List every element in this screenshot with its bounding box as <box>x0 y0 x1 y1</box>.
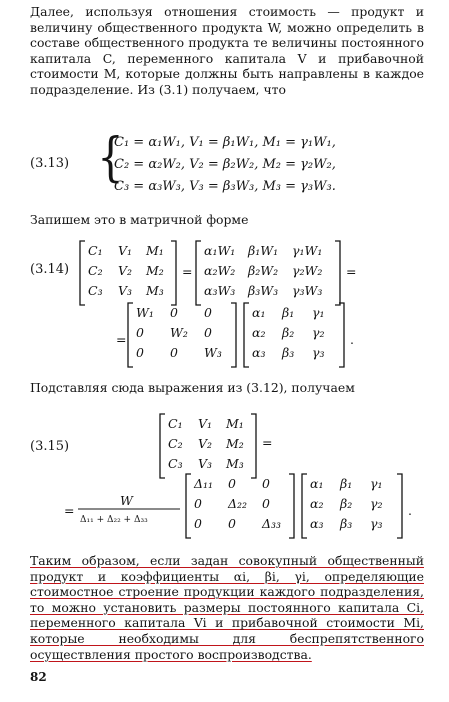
matrix-capital-cell: C₁ <box>88 243 103 258</box>
matrix-capital-cell: C₁ <box>168 416 183 431</box>
matrix-delta-cell: 0 <box>194 516 202 531</box>
underlined-conclusion: Таким образом, если задан совокупный общественный продукт и коэффициенты αi, βi, γi, определяющие стоимостное строение продукции каждого подразделения, то можно установить размеры постоянного капитала Ci, переменного капитала Vi и прибавочной стоимости Mi, которые необходимы для беспрепятственного осуществления простого воспроизводства. <box>30 553 424 662</box>
matrix-delta-left-bracket <box>186 474 191 538</box>
equation-3-13-row-3: C₃ = α₃W₃, V₃ = β₃W₃, M₃ = γ₃W₃. <box>114 179 336 194</box>
matrix-diagonal-w-right-bracket <box>231 303 236 367</box>
matrix-diagonal-w-cell: 0 <box>136 325 144 340</box>
matrix-coefficients-left-bracket <box>302 474 307 538</box>
matrix-coefficients-cell: β₁ <box>340 476 353 491</box>
fraction-numerator: W <box>120 493 133 508</box>
matrix-capital-cell: M₁ <box>146 243 164 258</box>
matrix-coefficients-right-bracket <box>397 474 402 538</box>
matrix-diagonal-w-cell: W₁ <box>136 305 154 320</box>
matrix-coefficients-cell: β₂ <box>340 496 353 511</box>
matrix-coefficients-cell: β₂ <box>282 325 295 340</box>
matrix-diagonal-w-cell: W₃ <box>204 345 222 360</box>
paragraph-matrix-form: Запишем это в матричной форме <box>30 212 249 227</box>
equals-sign: = <box>116 332 127 347</box>
equals-sign: = <box>64 503 75 518</box>
matrix-delta-cell: 0 <box>228 516 236 531</box>
matrix-products-cell: β₂W₂ <box>248 263 279 278</box>
matrix-products-cell: γ₃W₃ <box>292 283 323 298</box>
period: . <box>350 332 354 347</box>
matrix-delta-cell: 0 <box>262 476 270 491</box>
matrix-coefficients-cell: γ₂ <box>370 496 383 511</box>
matrix-capital-left-bracket <box>160 414 165 478</box>
matrix-delta-cell: 0 <box>262 496 270 511</box>
page-number: 82 <box>30 670 47 684</box>
matrix-products-right-bracket <box>335 241 340 305</box>
matrix-capital-cell: V₂ <box>198 436 213 451</box>
matrix-capital-cell: M₃ <box>146 283 164 298</box>
matrix-diagonal-w-cell: 0 <box>170 345 178 360</box>
matrix-coefficients-cell: γ₃ <box>370 516 383 531</box>
equals-sign: = <box>182 264 193 279</box>
matrix-diagonal-w-cell: 0 <box>204 325 212 340</box>
matrix-delta-cell: 0 <box>194 496 202 511</box>
matrix-capital-right-bracket <box>171 241 176 305</box>
matrix-coefficients-cell: γ₁ <box>370 476 383 491</box>
equation-3-13-row-2: C₂ = α₂W₂, V₂ = β₂W₂, M₂ = γ₂W₂, <box>114 157 336 172</box>
matrix-capital-cell: C₂ <box>168 436 183 451</box>
matrix-coefficients-cell: α₂ <box>310 496 324 511</box>
matrix-delta-cell: Δ₃₃ <box>262 516 282 531</box>
matrix-diagonal-w-cell: 0 <box>136 345 144 360</box>
matrix-products-cell: α₂W₂ <box>204 263 236 278</box>
matrix-coefficients-cell: γ₂ <box>312 325 325 340</box>
matrix-coefficients-cell: β₁ <box>282 305 295 320</box>
matrix-products-cell: α₁W₁ <box>204 243 236 258</box>
matrix-coefficients-cell: α₃ <box>310 516 324 531</box>
matrix-delta-cell: 0 <box>228 476 236 491</box>
paragraph-intro: Далее, используя отношения стоимость — продукт и величину общественного продукта W, можно определить в составе общественного продукта те величины постоянного капитала C, переменного капитала V и прибавочной стоимости M, которые должны быть направлены в каждое подразделение. Из (3.1) получаем, что <box>30 4 424 97</box>
matrix-products-cell: β₃W₃ <box>248 283 279 298</box>
matrix-products-cell: γ₂W₂ <box>292 263 323 278</box>
matrix-capital-cell: V₃ <box>198 456 213 471</box>
matrix-coefficients-cell: β₃ <box>340 516 353 531</box>
matrix-delta-cell: Δ₁₁ <box>194 476 214 491</box>
equals-sign: = <box>346 264 357 279</box>
equation-label-3-13: (3.13) <box>30 156 70 171</box>
matrix-products-cell: β₁W₁ <box>248 243 279 258</box>
matrix-coefficients-cell: α₃ <box>252 345 266 360</box>
matrix-capital-cell: M₃ <box>226 456 244 471</box>
matrix-capital-cell: V₁ <box>118 243 133 258</box>
equation-label-3-15: (3.15) <box>30 439 70 454</box>
matrix-delta-right-bracket <box>289 474 294 538</box>
equation-label-3-14: (3.14) <box>30 262 70 277</box>
matrix-coefficients-cell: γ₁ <box>312 305 325 320</box>
fraction-denominator: Δ₁₁ + Δ₂₂ + Δ₃₃ <box>80 515 148 525</box>
matrix-diagonal-w-left-bracket <box>128 303 133 367</box>
matrix-capital-left-bracket <box>80 241 85 305</box>
matrix-coefficients-left-bracket <box>244 303 249 367</box>
matrix-capital-cell: C₃ <box>168 456 183 471</box>
left-brace: { <box>97 128 124 188</box>
matrix-coefficients-cell: α₁ <box>310 476 324 491</box>
matrix-products-left-bracket <box>196 241 201 305</box>
paragraph-conclusion <box>30 553 424 662</box>
matrix-diagonal-w-cell: W₂ <box>170 325 188 340</box>
period: . <box>408 503 412 518</box>
matrix-capital-cell: C₃ <box>88 283 103 298</box>
equation-3-13-row-1: C₁ = α₁W₁, V₁ = β₁W₁, M₁ = γ₁W₁, <box>114 135 336 150</box>
equals-sign: = <box>262 435 273 450</box>
matrix-capital-cell: M₂ <box>146 263 164 278</box>
matrix-coefficients-cell: α₂ <box>252 325 266 340</box>
matrix-diagonal-w-cell: 0 <box>204 305 212 320</box>
paragraph-substitution: Подставляя сюда выражения из (3.12), получаем <box>30 380 355 395</box>
matrix-coefficients-cell: α₁ <box>252 305 266 320</box>
matrix-coefficients-cell: γ₃ <box>312 345 325 360</box>
matrix-delta-cell: Δ₂₂ <box>228 496 248 511</box>
matrix-capital-cell: V₂ <box>118 263 133 278</box>
matrix-capital-cell: V₃ <box>118 283 133 298</box>
matrix-capital-cell: M₁ <box>226 416 244 431</box>
matrix-capital-cell: V₁ <box>198 416 213 431</box>
matrix-capital-right-bracket <box>251 414 256 478</box>
matrix-coefficients-right-bracket <box>339 303 344 367</box>
matrix-diagonal-w-cell: 0 <box>170 305 178 320</box>
matrix-products-cell: γ₁W₁ <box>292 243 323 258</box>
matrix-coefficients-cell: β₃ <box>282 345 295 360</box>
matrix-capital-cell: M₂ <box>226 436 244 451</box>
matrix-capital-cell: C₂ <box>88 263 103 278</box>
matrix-products-cell: α₃W₃ <box>204 283 236 298</box>
